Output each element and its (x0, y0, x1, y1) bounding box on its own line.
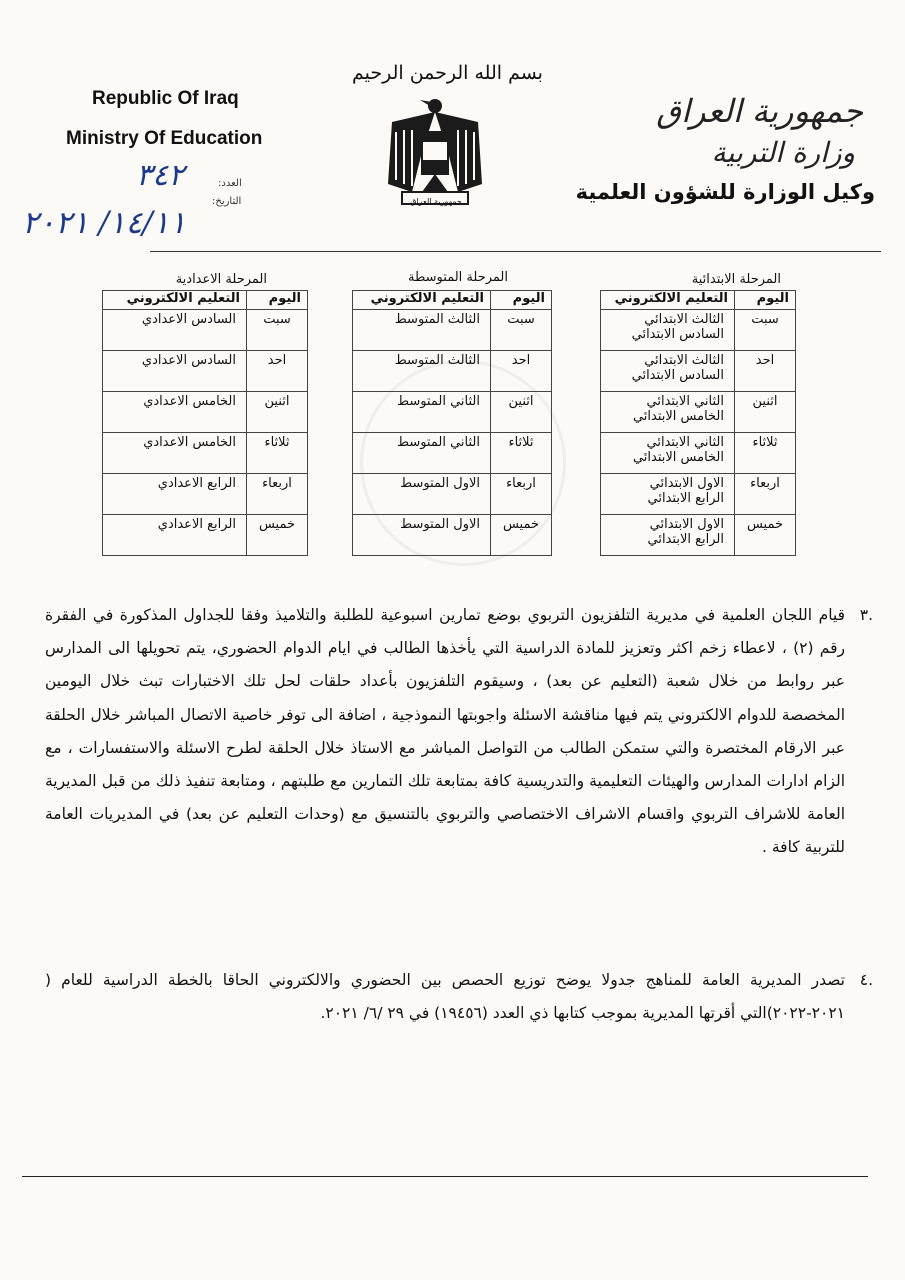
english-ministry-name: Ministry Of Education (66, 128, 263, 149)
col-day-header: اليوم (735, 291, 796, 310)
arabic-country-name: جمهورية العراق (656, 92, 863, 130)
table-row (103, 433, 308, 474)
day-cell: ثلاثاء (491, 433, 552, 474)
paragraph-text: قيام اللجان العلمية في مديرية التلفزيون التربوي بوضع تمارين اسبوعية للطلبة والتلاميذ وفقا للجداول المذكورة في الفقرة رقم (٢) ، لاعطاء زخم اكثر وتعزيز للمادة الدراسية التي يأخذها الطالب في ايام الدوام الحضوري، يتم تحويلها الى المدارس عبر روابط من خلال شعبة (التعليم عن بعد) ، وسيقوم التلفزيون بأعداد حلقات لحل تلك الاختبارات تبث خلال اليومين المخصصة للدوام الالكتروني يتم فيها مناقشة الاسئلة واجوبتها النموذجية ، اضافة الى توفر خاصية الاتصال المباشر خلال الحلقة عبر الارقام المختصرة والتي ستمكن الطالب من التواصل المباشر مع الاستاذ خلال الحلقة لطرح الاسئلة والاستفسارات ، مع الزام ادارات المدارس والهيئات التعليمية والتدريسية كافة بمتابعة تلك التمارين مع طلبتهم ، ومتابعة تنفيذ ذلك من قبل المديرية العامة للاشراف التربوي واقسام الاشراف الاختصاصي والتربوي بالتنسيق مع (وحدات التعليم عن بعد) في المديريات العامة للتربية كافة . (45, 606, 845, 857)
table-row (103, 474, 308, 515)
day-cell: اثنين (491, 392, 552, 433)
number-label: العدد: (218, 178, 242, 189)
col-subject-header: التعليم الالكتروني (103, 291, 247, 310)
col-day-header: اليوم (491, 291, 552, 310)
paragraph-4 (45, 964, 873, 1030)
day-cell: اربعاء (247, 474, 308, 515)
subject-cell: الاول الابتدائي الرابع الابتدائي (601, 474, 735, 515)
table-row (103, 515, 308, 556)
paragraph-text: تصدر المديرية العامة للمناهج جدولا يوضح توزيع الحصص بين الحضوري والالكتروني الحاقا بالخطة الدراسية للعام ( ٢٠٢١-٢٠٢٢)التي أقرتها المديرية بموجب كتابها ذي العدد (١٩٤٥٦) في ٢٩ /٦/ ٢٠٢١. (45, 971, 845, 1023)
subject-cell: الثاني المتوسط (353, 433, 491, 474)
day-cell: احد (247, 351, 308, 392)
arabic-ministry-name: وزارة التربية (711, 136, 855, 169)
footer-divider (22, 1176, 868, 1177)
day-cell: اثنين (735, 392, 796, 433)
table-row (353, 310, 552, 351)
table-row (601, 351, 796, 392)
day-cell: ثلاثاء (247, 433, 308, 474)
subject-cell: الثاني الابتدائي الخامس الابتدائي (601, 433, 735, 474)
subject-cell: الثاني الابتدائي الخامس الابتدائي (601, 392, 735, 433)
subject-cell: الثالث الابتدائي السادس الابتدائي (601, 351, 735, 392)
subject-cell: الاول المتوسط (353, 515, 491, 556)
table-row (353, 433, 552, 474)
preparatory-level-title: المرحلة الاعدادية (175, 272, 267, 287)
table-row (103, 351, 308, 392)
table-row (601, 474, 796, 515)
preparatory-schedule-table (102, 290, 308, 556)
subject-cell: الثالث المتوسط (353, 310, 491, 351)
day-cell: اربعاء (491, 474, 552, 515)
day-cell: سبت (247, 310, 308, 351)
day-cell: خميس (735, 515, 796, 556)
day-cell: سبت (735, 310, 796, 351)
day-cell: ثلاثاء (735, 433, 796, 474)
subject-cell: الثاني المتوسط (353, 392, 491, 433)
day-cell: خميس (247, 515, 308, 556)
day-cell: احد (491, 351, 552, 392)
primary-level-title: المرحلة الابتدائية (691, 272, 781, 287)
subject-cell: الثالث الابتدائي السادس الابتدائي (601, 310, 735, 351)
subject-cell: الاول الابتدائي الرابع الابتدائي (601, 515, 735, 556)
table-row (601, 392, 796, 433)
basmala: بسم الله الرحمن الرحيم (352, 62, 543, 84)
col-subject-header: التعليم الالكتروني (353, 291, 491, 310)
day-cell: احد (735, 351, 796, 392)
header-divider (150, 251, 881, 252)
paragraph-number: .٣ (859, 606, 873, 624)
subject-cell: الثالث المتوسط (353, 351, 491, 392)
date-label: التاريخ: (212, 196, 242, 207)
subject-cell: الرابع الاعدادي (103, 474, 247, 515)
table-row (103, 310, 308, 351)
subject-cell: السادس الاعدادي (103, 351, 247, 392)
iraq-eagle-emblem-icon (382, 92, 488, 210)
subject-cell: الاول المتوسط (353, 474, 491, 515)
intermediate-schedule-table (352, 290, 552, 556)
intermediate-level-title: المرحلة المتوسطة (408, 270, 508, 285)
day-cell: اثنين (247, 392, 308, 433)
subject-cell: الخامس الاعدادي (103, 433, 247, 474)
day-cell: خميس (491, 515, 552, 556)
paragraph-number: .٤ (859, 971, 873, 989)
table-row (103, 392, 308, 433)
table-row (353, 351, 552, 392)
col-day-header: اليوم (247, 291, 308, 310)
day-cell: اربعاء (735, 474, 796, 515)
paragraph-3 (45, 599, 873, 865)
subject-cell: الخامس الاعدادي (103, 392, 247, 433)
subject-cell: السادس الاعدادي (103, 310, 247, 351)
table-row (601, 515, 796, 556)
table-row (353, 474, 552, 515)
handwritten-ref-number: ٣٤٢ (136, 158, 185, 193)
english-country-name: Republic Of Iraq (92, 88, 239, 109)
col-subject-header: التعليم الالكتروني (601, 291, 735, 310)
table-row (601, 310, 796, 351)
table-row (353, 515, 552, 556)
day-cell: سبت (491, 310, 552, 351)
office-title: وكيل الوزارة للشؤون العلمية (575, 180, 875, 204)
table-row (353, 392, 552, 433)
primary-schedule-table (600, 290, 796, 556)
emblem-caption: جمهورية العراق (410, 197, 462, 206)
handwritten-date: ١٤/١١/ ٢٠٢١ (22, 205, 186, 241)
table-row (601, 433, 796, 474)
subject-cell: الرابع الاعدادي (103, 515, 247, 556)
